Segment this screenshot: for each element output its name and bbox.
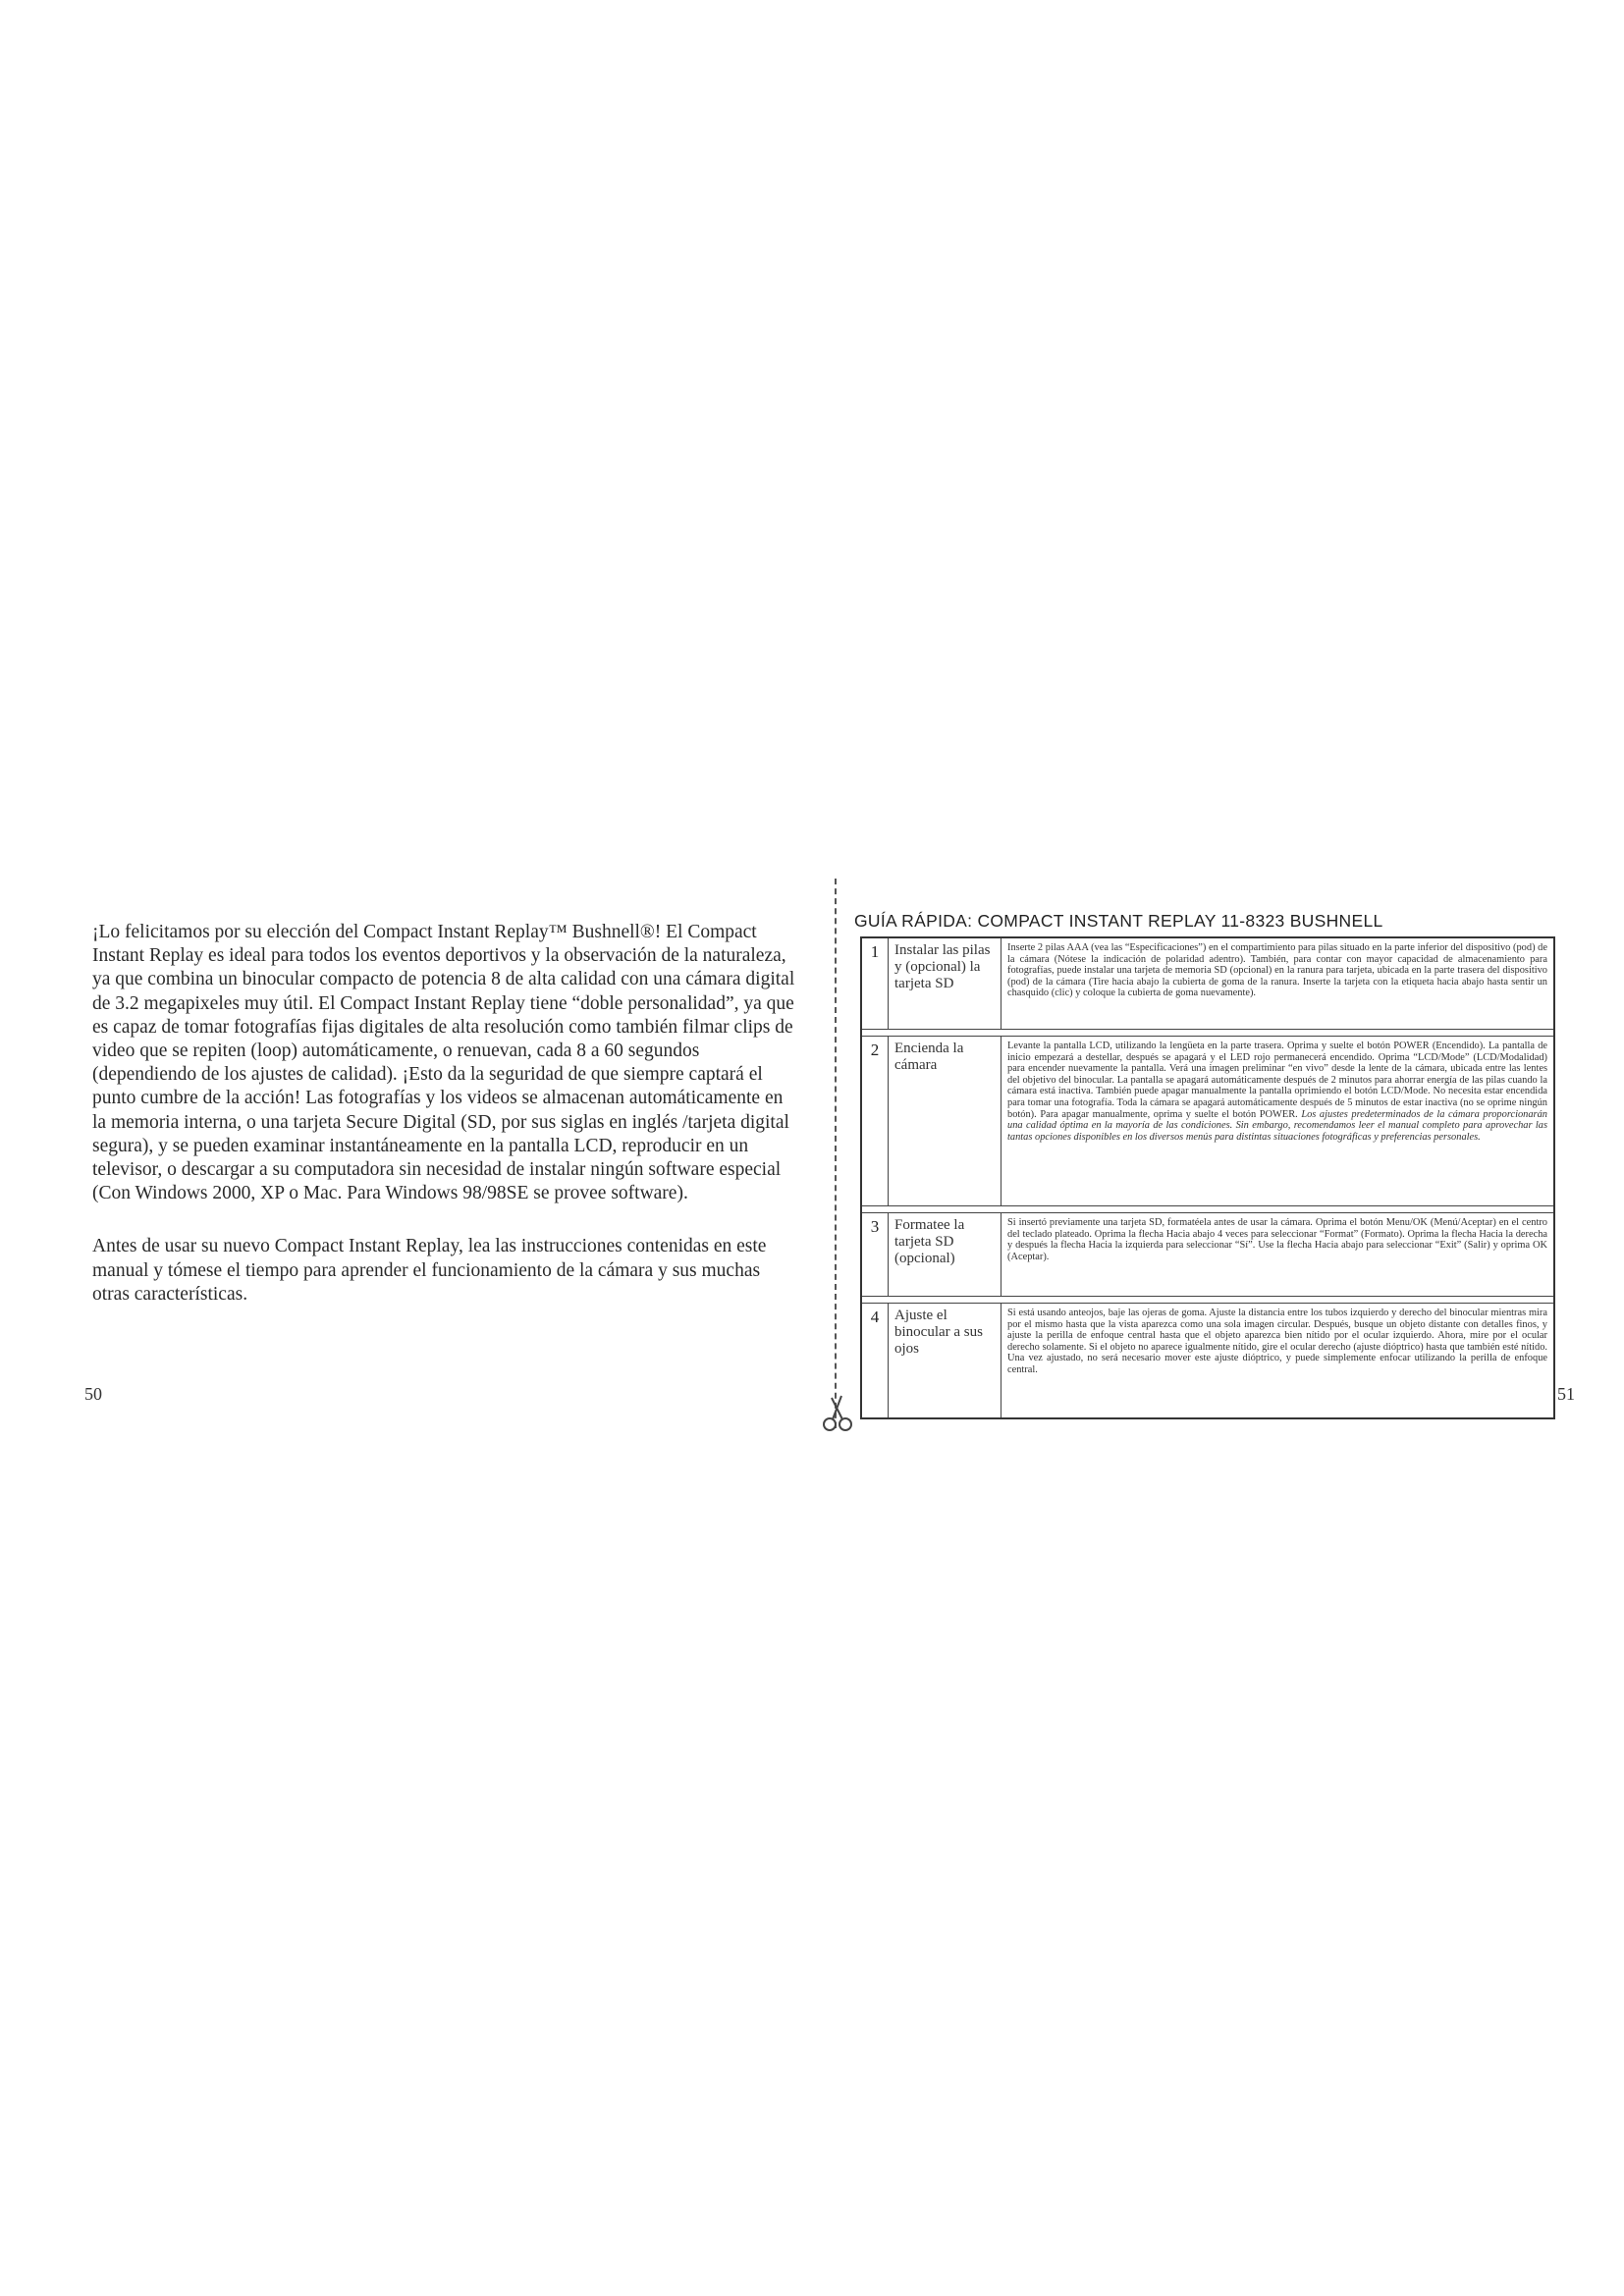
- step-title: Ajuste el binocular a sus ojos: [889, 1304, 1001, 1419]
- step-number: 2: [861, 1037, 889, 1206]
- step-title: Encienda la cámara: [889, 1037, 1001, 1206]
- guide-title: GUÍA RÁPIDA: COMPACT INSTANT REPLAY 11-8323 BUSHNELL: [854, 911, 1383, 931]
- step-number: 1: [861, 937, 889, 1030]
- step-description: [1001, 937, 1555, 1030]
- scissors-icon: [818, 1392, 857, 1435]
- intro-paragraph: ¡Lo felicitamos por su elección del Compact Instant Replay™ Bushnell®! El Compact Instant Replay es ideal para todos los eventos deportivos y la observación de la naturaleza, ya que combina un binocular compacto de potencia 8 de alta calidad con una cámara digital de 3.2 megapixeles muy útil. El Compact Instant Replay tiene “doble personalidad”, ya que es capaz de tomar fotografías fijas digitales de alta resolución como también filmar clips de video que se repiten (loop) automáticamente, o renuevan, cada 8 a 60 segundos (dependiendo de los ajustes de calidad). ¡Esto da la seguridad de que siempre captará el punto cumbre de la acción! Las fotografías y los videos se almacenan automáticamente en la memoria interna, o una tarjeta Secure Digital (SD, por sus siglas en inglés /tarjeta digital segura), y se pueden examinar instantáneamente en la pantalla LCD, reproducir en un televisor, o descargar a su computadora sin necesidad de instalar ningún software especial (Con Windows 2000, XP o Mac. Para Windows 98/98SE se provee software).: [92, 922, 795, 1204]
- table-row: [861, 1037, 1554, 1206]
- page-number-right: 51: [1557, 1384, 1575, 1404]
- step-description-text: Inserte 2 pilas AAA (vea las “Especificaciones”) en el compartimiento para pilas situado en la parte inferior del dispositivo (pod) de la cámara (Nótese la indicación de polaridad adentro). También, para contar con mayor capacidad de almacenamiento para fotografías, puede instalar una tarjeta de memoria SD (opcional) en la ranura para tarjeta, ubicada en la parte trasera del dispositivo (pod) de la cámara (Tire hacia abajo la cubierta de goma de la ranura. Inserte la tarjeta con la etiqueta hacia abajo hasta sentir un chasquido (clic) y coloque la cubierta de goma nuevamente).: [1007, 942, 1547, 999]
- instructions-paragraph: Antes de usar su nuevo Compact Instant Replay, lea las instrucciones contenidas en este manual y tómese el tiempo para aprender el funcionamiento de la cámara y sus muchas otras características.: [92, 1236, 767, 1305]
- left-page-body: [92, 921, 795, 1307]
- page-number-left: 50: [84, 1384, 102, 1404]
- step-description: [1001, 1304, 1555, 1419]
- cut-line: [835, 879, 837, 1428]
- table-row: [861, 937, 1554, 1030]
- step-title: Formatee la tarjeta SD (opcional): [889, 1213, 1001, 1297]
- quick-guide-table: [860, 936, 1555, 1419]
- step-description-italic: Los ajustes predeterminados de la cámara proporcionarán una calidad óptima en la mayoría de las condiciones. Sin embargo, recomendamos leer el manual completo para aprovechar las tantas opciones disponibles en los diversos menús para distintas situaciones fotográficas y preferencias personales.: [1007, 1108, 1547, 1143]
- step-number: 3: [861, 1213, 889, 1297]
- step-description-text: Si está usando anteojos, baje las ojeras de goma. Ajuste la distancia entre los tubos izquierdo y derecho del binocular mientras mira por el mismo hasta que la vista aparezca como una sola imagen circular. Después, busque un objeto distante con detalles finos, y ajuste la perilla de enfoque central hasta que el objeto aparezca bien nítido por el ocular izquierdo. Ahora, mire por el ocular derecho solamente. Si el objeto no aparece igualmente nítido, gire el ocular derecho (ajuste dióptrico) hasta que también esté nítido. Una vez ajustado, no será necesario mover este ajuste dióptrico, y puede simplemente enfocar utilizando la perilla de enfoque central.: [1007, 1308, 1547, 1375]
- step-title: Instalar las pilas y (opcional) la tarjeta SD: [889, 937, 1001, 1030]
- step-description: [1001, 1213, 1555, 1297]
- table-row: [861, 1213, 1554, 1297]
- step-description: [1001, 1037, 1555, 1206]
- step-description-text: Levante la pantalla LCD, utilizando la lengüeta en la parte trasera. Oprima y suelte el botón POWER (Encendido). La pantalla de inicio empezará a destellar, después se apagará y el LED rojo permanecerá encendido. Oprima “LCD/Mode” (LCD/Modalidad) para encender nuevamente la pantalla. Verá una imagen preliminar “en vivo” desde la lente de la cámara, ubicada entre las lentes del objetivo del binocular. La pantalla se apagará automáticamente después de 2 minutos para ahorrar energía de las pilas cuando la cámara está inactiva. También puede apagar manualmente la pantalla oprimiendo el botón LCD/Mode. No necesita estar encendida para tomar una fotografía. Toda la cámara se apagará automáticamente después de 5 minutos de estar inactiva (no se oprime ningún botón). Para apagar manualmente, oprima y suelte el botón POWER.: [1007, 1041, 1547, 1120]
- step-number: 4: [861, 1304, 889, 1419]
- table-row: [861, 1304, 1554, 1419]
- step-description-text: Si insertó previamente una tarjeta SD, formatéela antes de usar la cámara. Oprima el botón Menu/OK (Menú/Aceptar) en el centro del teclado plateado. Oprima la flecha Hacia abajo 4 veces para seleccionar “Format” (Formato). Oprima la flecha Hacia la derecha y después la flecha Hacia la izquierda para seleccionar “Sí”. Use la flecha Hacia abajo para seleccionar “Exit” (Salir) y oprima OK (Aceptar).: [1007, 1217, 1547, 1262]
